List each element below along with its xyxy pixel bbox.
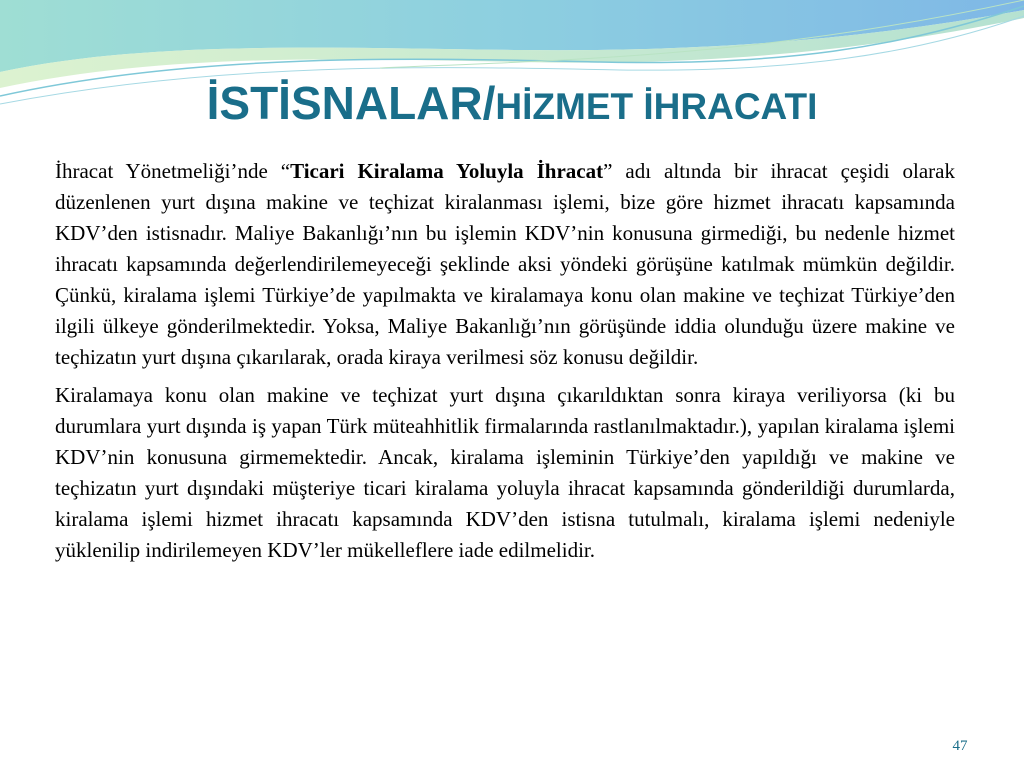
paragraph-1-emphasis: Ticari Kiralama Yoluyla İhracat xyxy=(290,159,604,183)
header-wave-decoration xyxy=(0,0,1024,150)
paragraph-2: Kiralamaya konu olan makine ve teçhizat yurt dışına çıkarıldıktan sonra kiraya veriliyorsa (ki bu durumlara yurt dışında iş yapan Türk müteahhitlik firmalarında rastlanılmaktadır.), yapılan kiralama işlemi KDV’nin konusuna girmemektedir. Ancak, kiralama işleminin Türkiye’den yapıldığı ve makine ve teçhizatın yurt dışındaki müşteriye ticari kiralama yoluyla ihracat kapsamında gönderildiği durumlarda, kiralama işlemi hizmet ihracatı kapsamında KDV’den istisna tutulmalı, kiralama işlemi nedeniyle yüklenilip indirilemeyen KDV’ler mükelleflere iade edilmelidir. xyxy=(55,383,955,562)
paragraph-1-rest: ” adı altında bir ihracat çeşidi olarak düzenlenen yurt dışına makine ve teçhizat kiralanması işlemi, bize göre hizmet ihracatı kapsamında KDV’den istisnadır. Maliye Bakanlığı’nın bu işlemin KDV’nin konusuna girmediği, bu nedenle hizmet ihracatı kapsamında değerlendirilemeyeceği şeklinde aksi yöndeki görüşüne katılmak mümkün değildir. Çünkü, kiralama işlemi Türkiye’de yapılmakta ve kiralamaya konu olan makine ve teçhizat Türkiye’den ilgili ülkeye gönderilmektedir. Yoksa, Maliye Bakanlığı’nın görüşünde iddia olunduğu üzere makine ve teçhizatın yurt dışına çıkarılarak, orada kiraya verilmesi söz konusu değildir. xyxy=(55,159,955,369)
title-main: İSTİSNALAR/ xyxy=(206,77,496,129)
slide-body xyxy=(55,156,955,573)
paragraph-1-lead: İhracat Yönetmeliği’nde “ xyxy=(55,159,291,183)
title-sub: HİZMET İHRACATI xyxy=(495,86,818,127)
slide-title xyxy=(0,77,1024,129)
paragraph-1 xyxy=(55,156,955,373)
page-number: 47 xyxy=(952,738,968,754)
